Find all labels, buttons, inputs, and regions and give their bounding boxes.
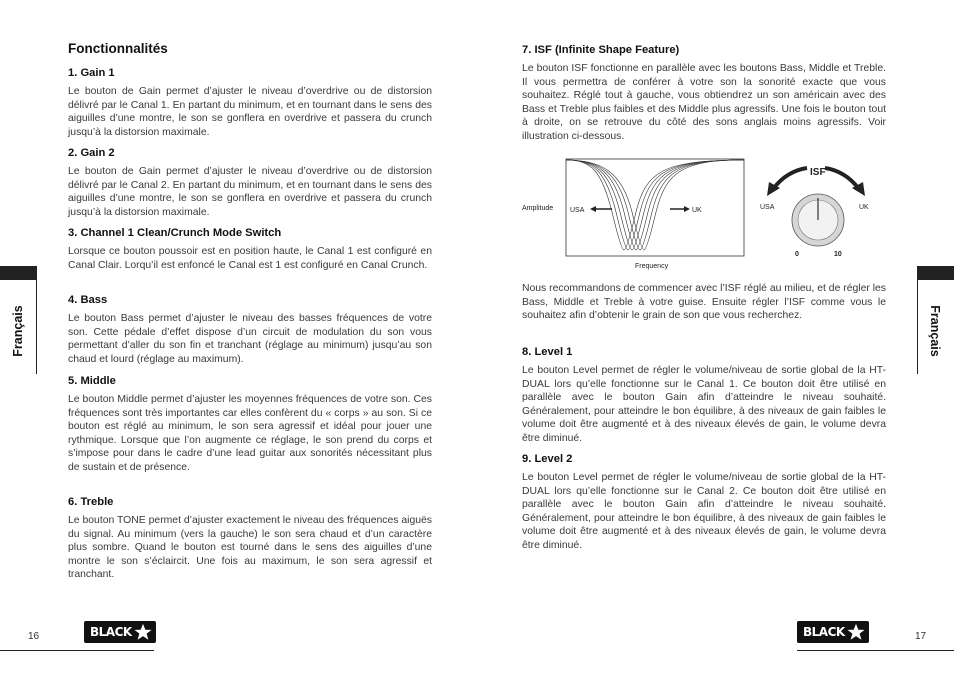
section-heading: 3. Channel 1 Clean/Crunch Mode Switch <box>68 227 282 239</box>
logo-text: BLACK <box>90 625 132 639</box>
frequency-label: Frequency <box>635 263 669 270</box>
page-number-left: 16 <box>28 631 40 642</box>
section-middle <box>68 374 432 475</box>
page-title: Fonctionnalités <box>68 41 168 56</box>
isf-diagram <box>522 152 886 274</box>
section-heading: 4. Bass <box>68 294 108 306</box>
footer-line-left <box>0 650 154 651</box>
logo-text: BLACK <box>803 625 845 639</box>
section-text: Le bouton de Gain permet d’ajuster le niveau d’overdrive ou de distorsion délivré par le Canal 2. En partant du minimum, et en tournant dans le sens des aiguilles d’une montre, le son se gonflera en overdrive et passera du crunch jusqu’à la distorsion maximale. <box>68 166 432 218</box>
language-tab-left <box>0 266 37 374</box>
footer-line-right <box>797 650 954 651</box>
response-curves <box>566 160 744 250</box>
usa-arrow <box>570 206 612 214</box>
section-heading: 8. Level 1 <box>522 346 573 358</box>
section-text: Le bouton TONE permet d’ajuster exactement le niveau des fréquences aiguës du signal. Au minimum (vers la gauche) le son sera chaud et d’un caractère plus sombre. Quand le bouton est tourné dans le sens des aiguilles d’une montre le son s’éclaircit. Une fois au maximum, le son sera agressif et tranchant. <box>68 515 432 581</box>
section-gain-2 <box>68 146 432 219</box>
section-heading: 2. Gain 2 <box>68 147 115 159</box>
tab-bar <box>917 266 954 280</box>
knob-usa-label: USA <box>760 204 775 211</box>
section-heading: 6. Treble <box>68 496 114 508</box>
page-number-right: 17 <box>915 631 927 642</box>
tab-line <box>917 280 918 374</box>
section-heading: 9. Level 2 <box>522 453 573 465</box>
section-treble <box>68 495 432 582</box>
knob-uk-label: UK <box>859 204 869 211</box>
section-level-1 <box>522 345 886 446</box>
language-tab-right <box>917 266 954 374</box>
section-heading: 1. Gain 1 <box>68 67 115 79</box>
section-text: Nous recommandons de commencer avec l’ISF réglé au milieu, et de régler les Bass, Middle et Treble à votre guise. Ensuite régler l’ISF comme vous le souhaitez afin d’obtenir le grain de son que vous recherchez. <box>522 283 886 322</box>
section-text: Le bouton Level permet de régler le volume/niveau de sortie global de la HT-DUAL lors qu’elle fonctionne sur le Canal 2. Ce bouton doit être utilisé en parallèle avec le bouton Gain afin d’atteindre le niveau souhaité. Généralement, pour atteindre le bon équilibre, à des niveaux de gain faibles le volume doit être augmenté et à des niveaux élevés de gain, le volume devra être diminué. <box>522 472 886 551</box>
isf-knob-label: ISF <box>810 167 826 178</box>
amplitude-label: Amplitude <box>522 205 554 212</box>
section-text: Le bouton Level permet de régler le volume/niveau de sortie global de la HT-DUAL lors qu’elle fonctionne sur le Canal 1. Ce bouton doit être utilisé en parallèle avec le bouton Gain afin d’atteindre le niveau souhaité. Généralement, pour atteindre le bon équilibre, à des niveaux de gain faibles le volume doit être augmenté et à des niveaux élevés de gain, le volume devra être diminué. <box>522 365 886 444</box>
usa-label: USA <box>570 207 585 214</box>
uk-arrow <box>670 206 702 214</box>
isf-recommendation <box>522 282 886 323</box>
section-heading: 7. ISF (Infinite Shape Feature) <box>522 44 680 56</box>
brand-logo-right <box>797 621 869 643</box>
section-text: Le bouton Middle permet d’ajuster les moyennes fréquences de votre son. Ces fréquences sont très importantes car elles confèrent du « corps » au son. Si ce bouton est réglé au minimum, le son sera agressif et idéal pour jouer une rythmique. Lorsque que l’on augmente ce réglage, le son prend du corps et s’impose pour dans le cadre d’une lead guitar aux sonorités nécessitant plus de sustain et de présence. <box>68 394 432 473</box>
tab-line <box>36 280 37 374</box>
language-label: Français <box>11 305 25 357</box>
star-icon <box>847 623 865 641</box>
section-channel-switch <box>68 226 432 272</box>
section-level-2 <box>522 452 886 553</box>
section-text: Le bouton Bass permet d’ajuster le niveau des basses fréquences de votre son. Cette pédale d’effet dispose d’un circuit de modulation du son vous permettant d’aller du son fin et tranchant (réglage au minimum) jusqu’au son chaud et lourd (réglage au maximum). <box>68 313 432 365</box>
section-isf <box>522 43 886 144</box>
brand-logo-left <box>84 621 156 643</box>
language-label: Français <box>928 305 942 357</box>
star-icon <box>134 623 152 641</box>
knob-min-label: 0 <box>795 251 799 258</box>
section-gain-1 <box>68 66 432 139</box>
section-text: Le bouton de Gain permet d’ajuster le niveau d’overdrive ou de distorsion délivré par le Canal 1. En partant du minimum, et en tournant dans le sens des aiguilles d’une montre, le son se gonflera en overdrive et passera du crunch jusqu’à la distorsion maximale. <box>68 86 432 138</box>
knob-max-label: 10 <box>834 251 842 258</box>
section-text: Lorsque ce bouton poussoir est en position haute, le Canal 1 est configuré en Canal Clair. Lorqu’il est enfoncé le Canal est 1 est configuré en Canal Crunch. <box>68 246 432 271</box>
tab-bar <box>0 266 37 280</box>
graph-frame <box>566 159 744 256</box>
section-bass <box>68 293 432 366</box>
section-text: Le bouton ISF fonctionne en parallèle avec les boutons Bass, Middle et Treble. Il vous permettra de conférer à votre son la sonorité exacte que vous souhaitez. Réglé tout à gauche, vous obtiendrez un son américain avec des Bass et Treble plus faibles et des Middle plus agressifs. Une fois le bouton tout à droite, on se retrouve du côté des sons anglais moins agressifs. Voir illustration ci-dessous. <box>522 63 886 142</box>
isf-knob-illustration <box>760 167 869 258</box>
uk-label: UK <box>692 207 702 214</box>
section-heading: 5. Middle <box>68 375 116 387</box>
